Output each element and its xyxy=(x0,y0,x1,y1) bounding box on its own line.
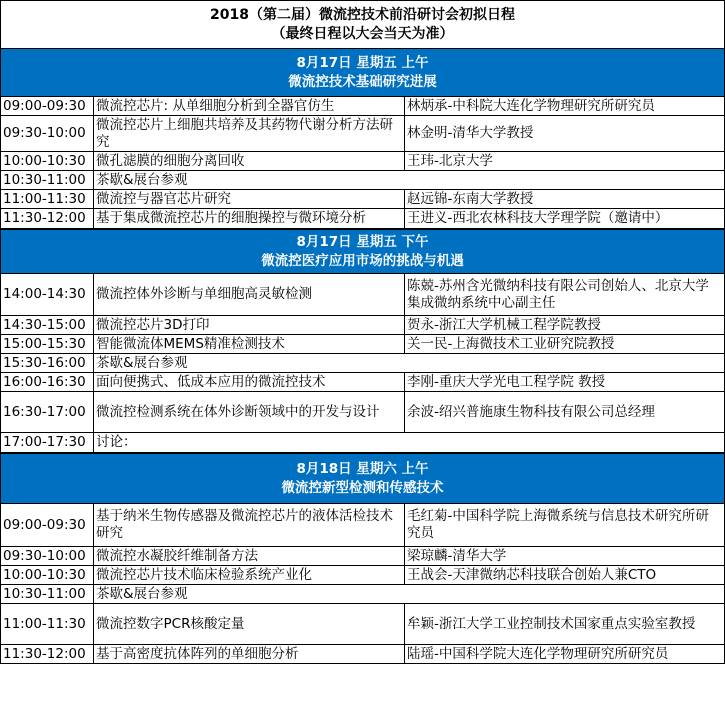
schedule-row xyxy=(1,547,725,566)
topic-cell: 基于高密度抗体阵列的单细胞分析 xyxy=(94,645,405,664)
speaker-cell: 王进义-西北农林科技大学理学院（邀请中） xyxy=(405,209,725,229)
schedule-row xyxy=(1,645,725,664)
schedule-row xyxy=(1,585,725,604)
time-cell: 11:30-12:00 xyxy=(1,209,94,229)
time-cell: 10:00-10:30 xyxy=(1,566,94,585)
time-cell: 17:00-17:30 xyxy=(1,433,94,453)
time-cell: 10:30-11:00 xyxy=(1,171,94,190)
time-cell: 10:00-10:30 xyxy=(1,152,94,171)
time-cell: 11:00-11:30 xyxy=(1,190,94,209)
time-cell: 09:30-10:00 xyxy=(1,116,94,152)
topic-cell: 微流控水凝胶纤维制备方法 xyxy=(94,547,405,566)
speaker-cell: 陆瑶-中国科学院大连化学物理研究所研究员 xyxy=(405,645,725,664)
session-theme: 微流控新型检测和传感技术 xyxy=(281,479,444,496)
schedule-row xyxy=(1,373,725,392)
time-cell: 16:30-17:00 xyxy=(1,392,94,433)
session-table xyxy=(0,273,725,453)
topic-cell: 微孔滤膜的细胞分离回收 xyxy=(94,152,405,171)
topic-cell: 微流控芯片技术临床检验系统产业化 xyxy=(94,566,405,585)
topic-cell: 微流控芯片上细胞共培养及其药物代谢分析方法研究 xyxy=(94,116,405,152)
time-cell: 09:00-09:30 xyxy=(1,97,94,116)
session-date: 8月18日 星期六 上午 xyxy=(296,460,429,477)
topic-cell: 微流控体外诊断与单细胞高灵敏检测 xyxy=(94,274,405,316)
session-header xyxy=(0,453,725,503)
time-cell: 09:30-10:00 xyxy=(1,547,94,566)
schedule-row xyxy=(1,566,725,585)
schedule-row xyxy=(1,316,725,335)
speaker-cell: 余波-绍兴普施康生物科技有限公司总经理 xyxy=(405,392,725,433)
time-cell: 09:00-09:30 xyxy=(1,504,94,547)
speaker-cell: 毛红菊-中国科学院上海微系统与信息技术研究所研究员 xyxy=(405,504,725,547)
speaker-cell: 李刚-重庆大学光电工程学院 教授 xyxy=(405,373,725,392)
schedule-row xyxy=(1,209,725,229)
topic-cell: 微流控芯片: 从单细胞分析到全器官仿生 xyxy=(94,97,405,116)
speaker-cell: 林炳承-中科院大连化学物理研究所研究员 xyxy=(405,97,725,116)
schedule-row xyxy=(1,354,725,373)
session-table xyxy=(0,96,725,229)
time-cell: 15:30-16:00 xyxy=(1,354,94,373)
speaker-cell: 贺永-浙江大学机械工程学院教授 xyxy=(405,316,725,335)
session-date: 8月17日 星期五 下午 xyxy=(296,233,429,250)
session-theme: 微流控技术基础研究进展 xyxy=(288,73,437,90)
schedule-row xyxy=(1,392,725,433)
speaker-cell: 梁琼麟-清华大学 xyxy=(405,547,725,566)
topic-cell: 微流控检测系统在体外诊断领域中的开发与设计 xyxy=(94,392,405,433)
page-title: 2018（第二届）微流控技术前沿研讨会初拟日程 xyxy=(210,6,515,23)
topic-cell: 茶歇&展台参观 xyxy=(94,354,725,373)
schedule-row xyxy=(1,152,725,171)
schedule-row xyxy=(1,335,725,354)
topic-cell: 基于集成微流控芯片的细胞操控与微环境分析 xyxy=(94,209,405,229)
topic-cell: 面向便携式、低成本应用的微流控技术 xyxy=(94,373,405,392)
topic-cell: 茶歇&展台参观 xyxy=(94,171,725,190)
schedule-row xyxy=(1,171,725,190)
title-block xyxy=(0,0,725,48)
schedule-row xyxy=(1,190,725,209)
speaker-cell: 王玮-北京大学 xyxy=(405,152,725,171)
speaker-cell: 牟颖-浙江大学工业控制技术国家重点实验室教授 xyxy=(405,604,725,645)
sessions-container xyxy=(0,48,725,664)
time-cell: 14:00-14:30 xyxy=(1,274,94,316)
topic-cell: 智能微流体MEMS精准检测技术 xyxy=(94,335,405,354)
speaker-cell: 王战会-天津微纳芯科技联合创始人兼CTO xyxy=(405,566,725,585)
time-cell: 15:00-15:30 xyxy=(1,335,94,354)
schedule-row xyxy=(1,433,725,453)
speaker-cell: 陈兢-苏州含光微纳科技有限公司创始人、北京大学集成微纳系统中心副主任 xyxy=(405,274,725,316)
speaker-cell: 赵远锦-东南大学教授 xyxy=(405,190,725,209)
speaker-cell: 关一民-上海微技术工业研究院教授 xyxy=(405,335,725,354)
page-subtitle: （最终日程以大会当天为准） xyxy=(271,25,454,42)
schedule-row xyxy=(1,604,725,645)
session-header xyxy=(0,229,725,273)
schedule-row xyxy=(1,274,725,316)
topic-cell: 基于纳米生物传感器及微流控芯片的液体活检技术研究 xyxy=(94,504,405,547)
topic-cell: 茶歇&展台参观 xyxy=(94,585,725,604)
time-cell: 16:00-16:30 xyxy=(1,373,94,392)
session-date: 8月17日 星期五 上午 xyxy=(296,54,429,71)
session-table xyxy=(0,503,725,664)
time-cell: 14:30-15:00 xyxy=(1,316,94,335)
schedule-row xyxy=(1,504,725,547)
time-cell: 11:30-12:00 xyxy=(1,645,94,664)
schedule-row xyxy=(1,97,725,116)
session-header xyxy=(0,48,725,96)
schedule-row xyxy=(1,116,725,152)
topic-cell: 微流控芯片3D打印 xyxy=(94,316,405,335)
topic-cell: 微流控与器官芯片研究 xyxy=(94,190,405,209)
time-cell: 11:00-11:30 xyxy=(1,604,94,645)
speaker-cell: 林金明-清华大学教授 xyxy=(405,116,725,152)
topic-cell: 微流控数字PCR核酸定量 xyxy=(94,604,405,645)
topic-cell: 讨论： xyxy=(94,433,725,453)
session-theme: 微流控医疗应用市场的挑战与机遇 xyxy=(261,252,464,269)
time-cell: 10:30-11:00 xyxy=(1,585,94,604)
